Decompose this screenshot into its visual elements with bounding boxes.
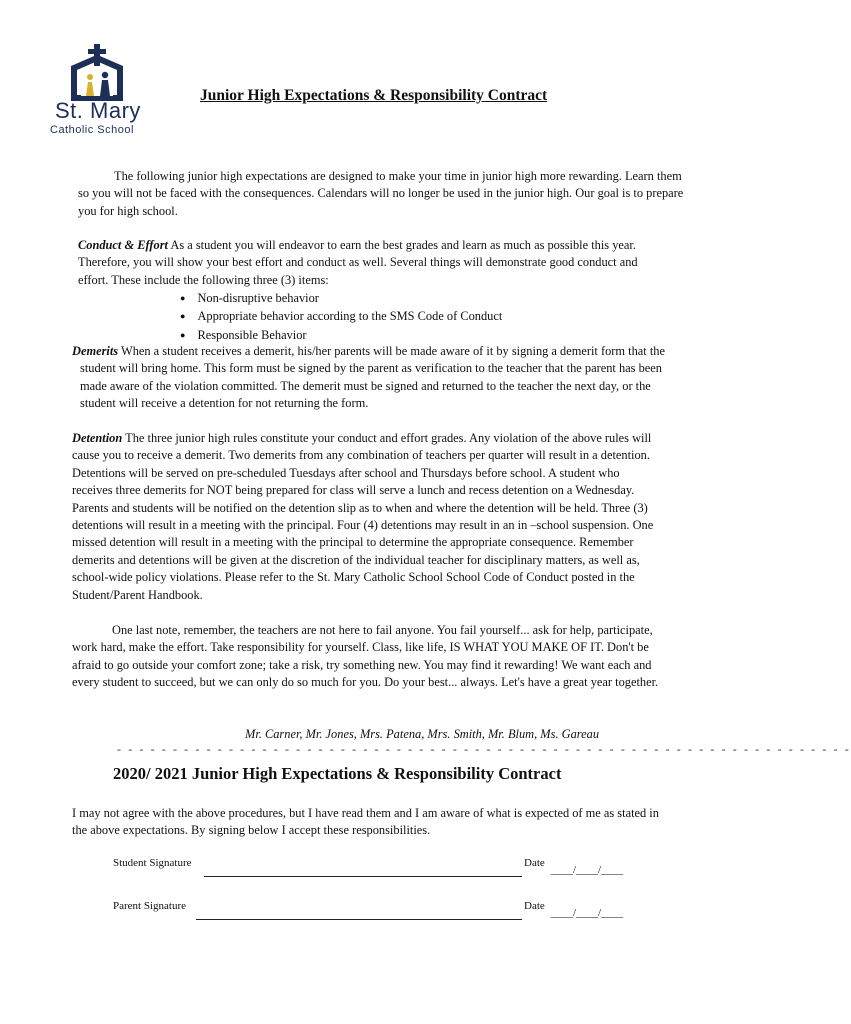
student-signature-label: Student Signature [113,857,192,869]
demerits-heading: Demerits [72,344,119,358]
intro-paragraph: The following junior high expectations are designed to make your time in junior high more rewarding. Learn them so you will not be faced with the consequences. Calendars will no longer be used in the junior high. Our goal is to prepare you for high school. [78,169,684,218]
conduct-section [78,237,658,289]
detention-heading: Detention [72,431,123,445]
cut-line: - - - - - - - - - - - - - - - - - - - - - - - - - - - - - - - - - - - - - - - - - - - - - - - - - - - - - - - - - - - - - - - - - - [117,742,851,756]
contract-title: 2020/ 2021 Junior High Expectations & Responsibility Contract [113,764,562,783]
list-item: ● Non-disruptive behavior [180,290,502,308]
student-date-field[interactable]: ____/____/____ [551,864,624,876]
logo-subtitle: Catholic School [50,124,134,136]
conduct-heading: Conduct & Effort [78,238,168,252]
logo-name: St. Mary [55,98,141,123]
teacher-names: Mr. Carner, Mr. Jones, Mrs. Patena, Mrs. Smith, Mr. Blum, Ms. Gareau [245,727,600,741]
student-signature-line[interactable] [204,876,522,877]
list-item: ● Appropriate behavior according to the SMS Code of Conduct [180,308,502,326]
conduct-text: As a student you will endeavor to earn the best grades and learn as much as possible this year. Therefore, you will show your best effort and conduct as well. Several things will demonstrate good conduct and effort. These include the following three (3) items: [78,238,638,287]
list-item: ● Responsible Behavior [180,327,502,345]
parent-date-field[interactable]: ____/____/____ [551,907,624,919]
parent-signature-label: Parent Signature [113,900,187,912]
demerits-section [72,343,670,413]
conduct-list [180,290,502,345]
detention-section [72,430,662,604]
page-title: Junior High Expectations & Responsibility Contract [200,87,548,104]
parent-date-label: Date [524,900,545,912]
parent-signature-line[interactable] [196,919,522,920]
agreement-paragraph: I may not agree with the above procedures, but I have read them and I am aware of what is expected of me as stated in the above expectations. By signing below I accept these responsibilities. [72,806,659,838]
demerits-text: When a student receives a demerit, his/her parents will be made aware of it by signing a demerit form that the student will bring home. This form must be signed by the parent as verification to the teacher that the parent has been made aware of the violation committed. The demerit must be signed and returned to the teacher the next day, or the student will receive a detention for not returning the form. [80,344,665,411]
closing-paragraph: One last note, remember, the teachers are not here to fail anyone. You fail yourself... ask for help, participate, work hard, make the effort. Take responsibility for yourself. Class, like life, IS WHAT YOU MAKE OF IT. Don't be afraid to go outside your comfort zone; take a risk, try something new. You may find it rewarding! We want each and every student to succeed, but we can only do so much for you. Do your best... always. Let's have a great year together. [72,623,659,690]
detention-text: The three junior high rules constitute your conduct and effort grades. Any violation of the above rules will cause you to receive a demerit. Two demerits from any combination of teachers per quarter will result in a detention. Detentions will be served on pre-scheduled Tuesdays after school and Thursdays before school. A student who receives three demerits for NOT being prepared for class will serve a lunch and recess detention on a Wednesday. Parents and students will be notified on the detention slip as to when and where the detention will be held. Three (3) detentions will result in a meeting with the principal. Four (4) detentions may result in an in –school suspension. One missed detention will result in a meeting with the principal to determine the appropriate consequence. Remember demerits and detentions will be given at the discretion of the individual teacher for disciplinary matters, as well as, school-wide policy violations. Please refer to the St. Mary Catholic School School Code of Conduct posted in the Student/Parent Handbook. [72,431,654,602]
student-date-label: Date [524,857,545,869]
